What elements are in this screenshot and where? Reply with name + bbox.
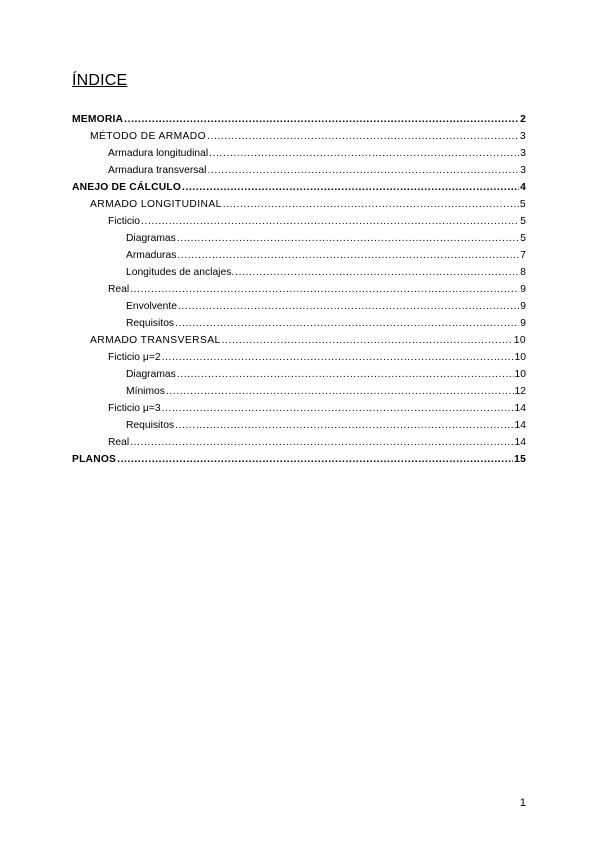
- toc-dot-leader: [177, 366, 514, 383]
- toc-entry-label: ARMADO TRANSVERSAL: [90, 335, 221, 346]
- toc-dot-leader: [141, 213, 519, 230]
- toc-entry-label: Armadura transversal: [108, 165, 207, 176]
- toc-entry-page: 10: [514, 369, 526, 380]
- toc-entry-label: ARMADO LONGITUDINAL: [90, 199, 222, 210]
- toc-entry[interactable]: [72, 383, 526, 400]
- toc-entry[interactable]: [72, 349, 526, 366]
- table-of-contents: [72, 111, 526, 468]
- toc-entry[interactable]: [72, 111, 526, 128]
- toc-entry-label: Longitudes de anclajes.: [126, 267, 235, 278]
- toc-entry[interactable]: [72, 417, 526, 434]
- toc-dot-leader: [182, 179, 519, 196]
- toc-entry[interactable]: [72, 451, 526, 468]
- toc-entry[interactable]: [72, 332, 526, 349]
- toc-dot-leader: [166, 383, 514, 400]
- toc-entry-page: 3: [520, 165, 526, 176]
- toc-entry-label: Real: [108, 284, 130, 295]
- toc-dot-leader: [209, 145, 519, 162]
- toc-entry-label: Envolvente: [126, 301, 177, 312]
- toc-entry-label: Ficticio: [108, 216, 141, 227]
- toc-entry-page: 7: [520, 250, 526, 261]
- toc-entry-page: 9: [520, 301, 526, 312]
- toc-entry-label: Mínimos: [126, 386, 165, 397]
- toc-entry-label: Requisitos: [126, 318, 175, 329]
- toc-entry-page: 8: [520, 267, 526, 278]
- toc-entry-label: Diagramas: [126, 369, 176, 380]
- toc-entry-label: MEMORIA: [72, 114, 124, 125]
- toc-entry[interactable]: [72, 264, 526, 281]
- toc-entry-page: 4: [520, 182, 526, 193]
- toc-dot-leader: [207, 162, 519, 179]
- toc-entry-page: 10: [513, 335, 526, 346]
- toc-dot-leader: [207, 128, 519, 145]
- toc-entry-label: Armaduras: [126, 250, 177, 261]
- toc-entry-page: 5: [520, 233, 526, 244]
- toc-dot-leader: [178, 298, 519, 315]
- toc-dot-leader: [175, 315, 519, 332]
- toc-entry-page: 14: [514, 403, 526, 414]
- toc-entry[interactable]: [72, 298, 526, 315]
- toc-entry-label: Ficticio μ=2: [108, 352, 161, 363]
- toc-entry[interactable]: [72, 162, 526, 179]
- toc-entry[interactable]: [72, 230, 526, 247]
- toc-entry[interactable]: [72, 434, 526, 451]
- toc-dot-leader: [130, 281, 519, 298]
- page-number: 1: [519, 797, 526, 809]
- toc-entry[interactable]: [72, 247, 526, 264]
- toc-entry-label: Armadura longitudinal: [108, 148, 209, 159]
- toc-entry[interactable]: [72, 196, 526, 213]
- toc-entry-page: 5: [520, 216, 526, 227]
- toc-entry-page: 3: [520, 148, 526, 159]
- toc-entry-page: 9: [520, 284, 526, 295]
- toc-dot-leader: [124, 111, 519, 128]
- toc-dot-leader: [162, 400, 514, 417]
- toc-dot-leader: [117, 451, 513, 468]
- toc-dot-leader: [177, 230, 519, 247]
- toc-entry-page: 12: [514, 386, 526, 397]
- toc-entry[interactable]: [72, 145, 526, 162]
- toc-entry[interactable]: [72, 281, 526, 298]
- toc-entry-label: Diagramas: [126, 233, 176, 244]
- toc-dot-leader: [175, 417, 513, 434]
- toc-entry-page: 2: [520, 114, 526, 125]
- toc-entry-page: 14: [514, 437, 526, 448]
- toc-entry-page: 3: [519, 131, 526, 142]
- toc-entry-label: PLANOS: [72, 454, 117, 465]
- toc-entry-page: 5: [519, 199, 526, 210]
- toc-entry-page: 15: [514, 454, 526, 465]
- toc-dot-leader: [235, 264, 519, 281]
- toc-entry[interactable]: [72, 366, 526, 383]
- toc-entry[interactable]: [72, 179, 526, 196]
- toc-dot-leader: [177, 247, 519, 264]
- toc-entry[interactable]: [72, 128, 526, 145]
- toc-entry-label: ANEJO DE CÁLCULO: [72, 182, 182, 193]
- toc-dot-leader: [223, 196, 519, 213]
- toc-entry-page: 9: [520, 318, 526, 329]
- toc-entry[interactable]: [72, 315, 526, 332]
- toc-entry[interactable]: [72, 213, 526, 230]
- toc-entry-page: 10: [514, 352, 526, 363]
- toc-dot-leader: [162, 349, 514, 366]
- toc-entry[interactable]: [72, 400, 526, 417]
- toc-entry-label: Ficticio μ=3: [108, 403, 161, 414]
- toc-entry-label: Real: [108, 437, 130, 448]
- toc-entry-page: 14: [514, 420, 526, 431]
- toc-dot-leader: [222, 332, 513, 349]
- toc-entry-label: MÉTODO DE ARMADO: [90, 131, 207, 142]
- toc-entry-label: Requisitos: [126, 420, 175, 431]
- toc-dot-leader: [130, 434, 513, 451]
- page-title: ÍNDICE: [72, 72, 128, 89]
